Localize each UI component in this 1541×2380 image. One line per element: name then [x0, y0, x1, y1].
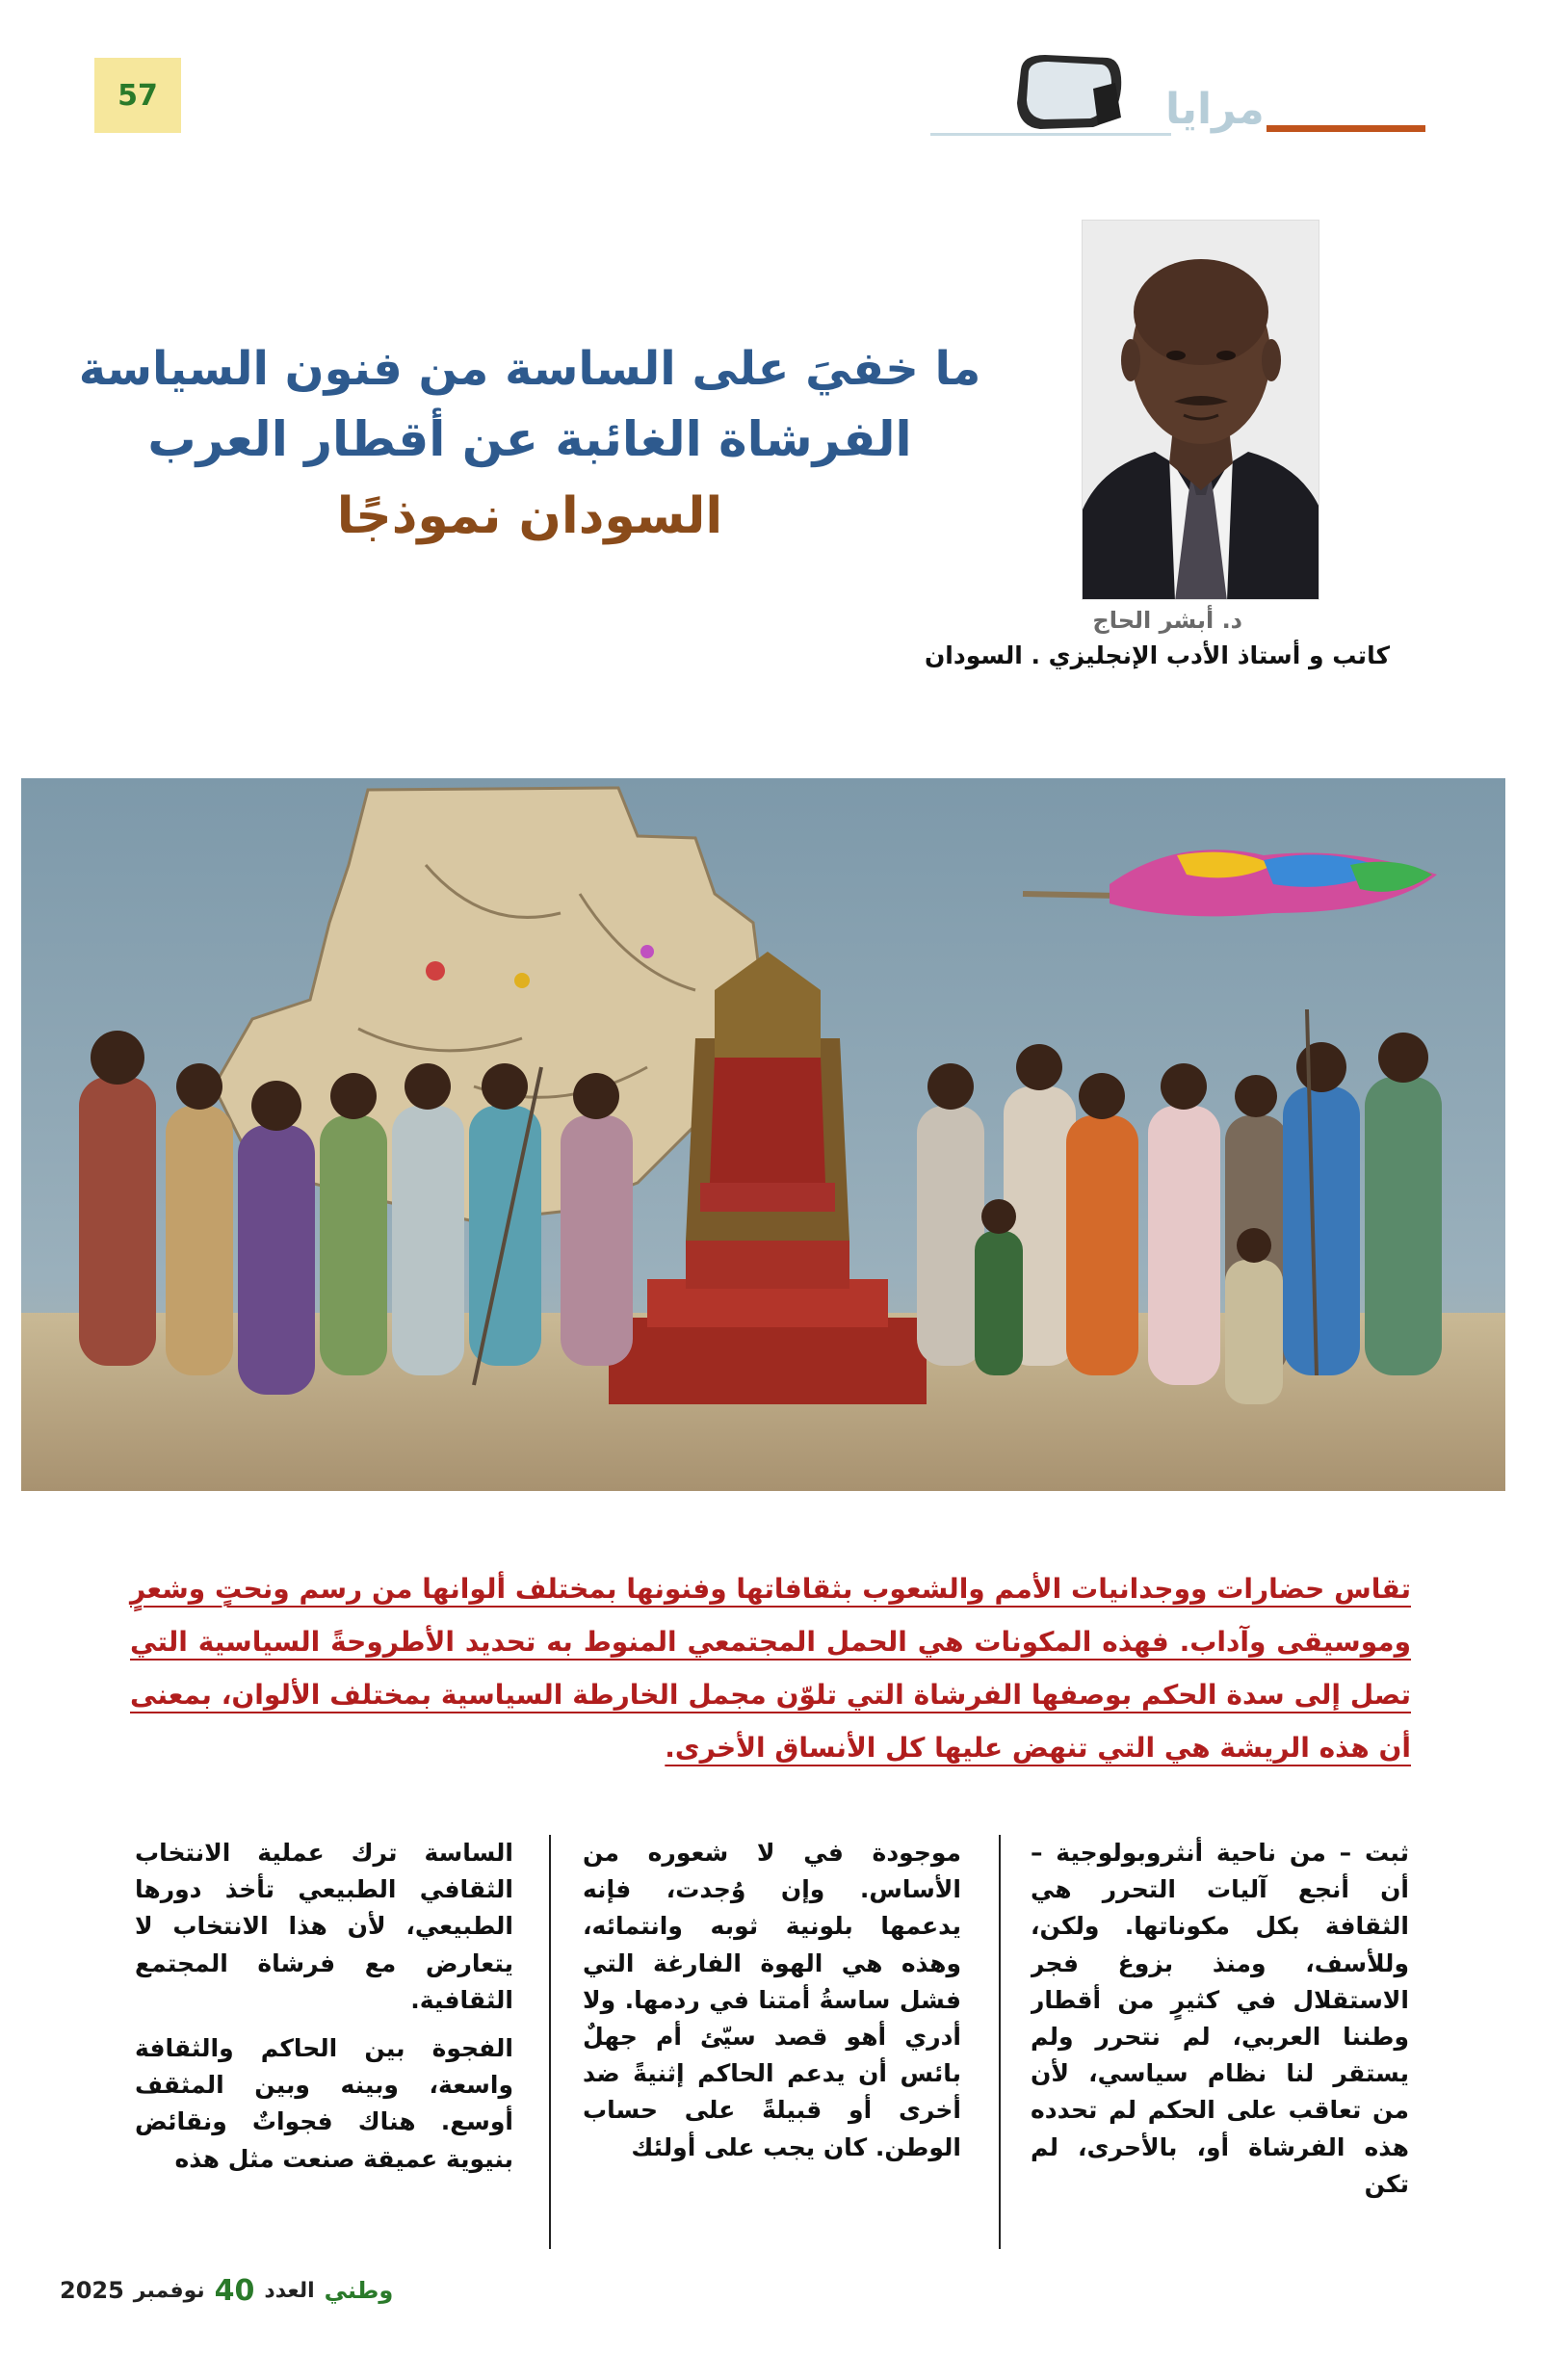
footer-year: 2025 — [60, 2277, 124, 2304]
column-divider — [999, 1835, 1001, 2249]
mirror-icon — [1002, 50, 1127, 137]
body-paragraph: الساسة ترك عملية الانتخاب الثقافي الطبيعي تأخذ دورها الطبيعي، لأن هذا الانتخاب لا يتعارض مع فرشاة المجتمع الثقافية. — [135, 1839, 513, 2014]
body-column-left — [135, 1835, 513, 2220]
intro-text: تقاس حضارات ووجدانيات الأمم والشعوب بثقافاتها وفنونها بمختلف ألوانها من رسم ونحتٍ وشعرٍ وموسيقى وآداب. فهذه المكونات هي الحمل المجتمعي المنوط به تحديد الأطروحةً السياسية التي تصل إلى سدة الحكم بوصفها الفرشاة التي تلوّن مجمل الخارطة السياسية بمختلف الألوان، بمعنى أن هذه الريشة هي التي تنهض عليها كل الأنساق الأخرى. — [130, 1573, 1411, 1764]
body-paragraph: موجودة في لا شعوره من الأساس. وإن وُجدت، فإنه يدعمها بلونية ثوبه وانتمائه، وهذه هي الهوة الفارغة التي فشل ساسةُ أمتنا في ردمها. ولا أدري أهو قصد سيّئ أم جهلٌ بائس أن يدعم الحاكم إثنيةً ضد أخرى أو قبيلةً على حساب الوطن. كان يجب على أولئك — [583, 1839, 961, 2161]
author-photo — [1082, 220, 1319, 600]
headline-line-2: الفرشاة الغائبة عن أقطار العرب — [147, 411, 912, 467]
section-logo — [925, 50, 1425, 146]
page-number: 57 — [94, 58, 181, 133]
author-name: د. أبشر الحاج — [1092, 607, 1242, 634]
headline-line-1: ما خفيَ على الساسة من فنون السياسة — [78, 342, 981, 396]
footer-magazine-name: وطني — [324, 2277, 394, 2304]
section-rule-left — [930, 133, 1171, 136]
article-illustration — [21, 778, 1505, 1491]
body-paragraph: الفجوة بين الحاكم والثقافة واسعة، وبينه وبين المثقف أوسع. هناك فجواتٌ ونقائض بنيوية عميقة صنعت مثل هذه — [135, 2034, 513, 2173]
footer-issue-number: 40 — [214, 2273, 255, 2308]
section-name: مرايا — [1165, 85, 1265, 134]
article-intro — [130, 1562, 1411, 1774]
headline-line-3: السودان نموذجًا — [336, 487, 723, 545]
column-divider — [549, 1835, 551, 2249]
article-headline — [58, 337, 1002, 555]
footer-month: نوفمبر — [133, 2278, 205, 2303]
author-title: كاتب و أستاذ الأدب الإنجليزي . السودان — [924, 641, 1390, 669]
footer-issue-label: العدد — [264, 2278, 315, 2303]
body-column-right — [1031, 1835, 1409, 2220]
body-paragraph: ثبت – من ناحية أنثروبولوجية – أن أنجع آليات التحرر هي الثقافة بكل مكوناتها. ولكن، وللأسف، ومنذ بزوغ فجر الاستقلال في كثيرٍ من أقطار وطننا العربي، لم نتحرر ولم يستقر لنا نظام سياسي، لأن من تعاقب على الحكم لم تحدده هذه الفرشاة أو، بالأحرى، لم تكن — [1031, 1839, 1409, 2198]
section-rule-accent — [1267, 125, 1425, 132]
body-column-middle — [583, 1835, 961, 2220]
page-footer — [60, 2271, 393, 2310]
